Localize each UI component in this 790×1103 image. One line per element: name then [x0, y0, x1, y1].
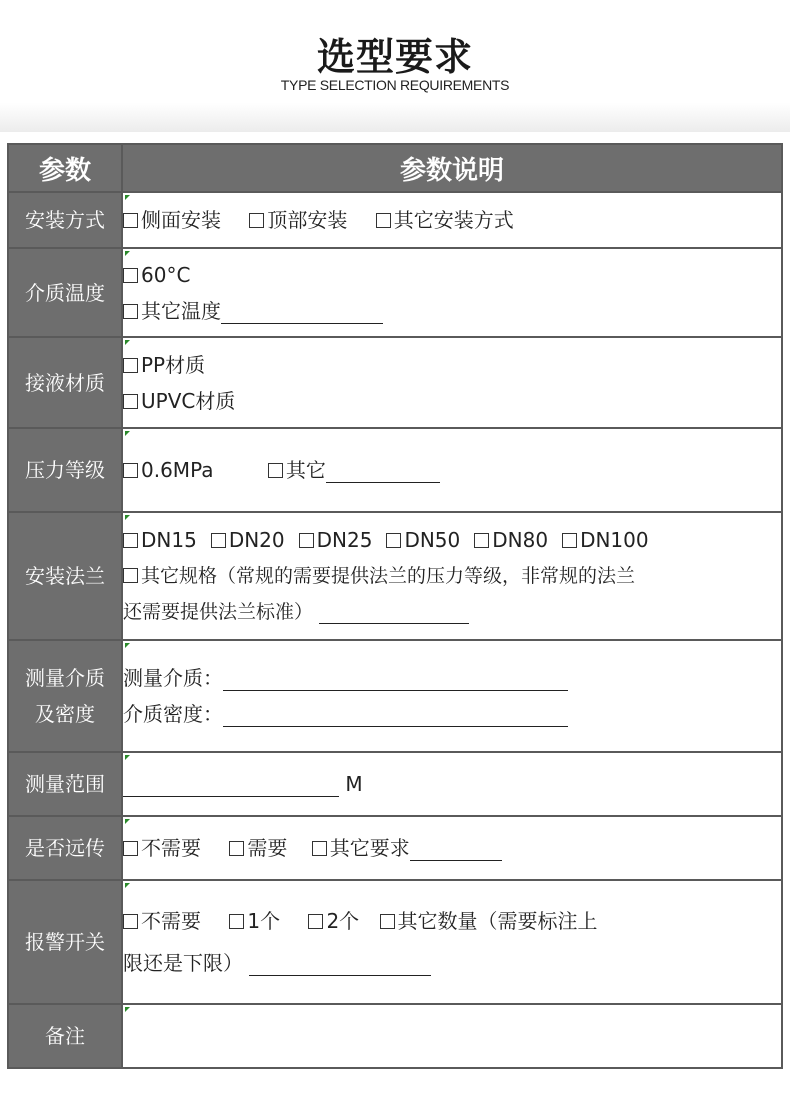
checkbox[interactable]: [229, 841, 244, 856]
checkbox[interactable]: [211, 533, 226, 548]
option-other-temp[interactable]: 其它温度: [123, 293, 781, 329]
desc-flange: [122, 512, 782, 640]
option-top-mount[interactable]: 顶部安装: [249, 202, 347, 238]
blank-line[interactable]: [249, 951, 431, 976]
blank-line[interactable]: [410, 836, 502, 861]
option-60c[interactable]: 60°C: [123, 257, 781, 293]
table-header-row: [8, 144, 782, 192]
param-label-pressure: 压力等级: [8, 428, 122, 512]
range-input-line[interactable]: [123, 772, 339, 797]
table-row-remote: [8, 816, 782, 880]
option-dn50[interactable]: DN50: [386, 522, 460, 558]
checkbox[interactable]: [123, 213, 138, 228]
checkbox[interactable]: [123, 463, 138, 478]
page-subtitle: TYPE SELECTION REQUIREMENTS: [280, 77, 510, 93]
blank-line[interactable]: [221, 299, 383, 324]
checkbox[interactable]: [123, 394, 138, 409]
desc-material: [122, 337, 782, 428]
option-remote-yes[interactable]: 需要: [229, 830, 287, 866]
checkbox[interactable]: [312, 841, 327, 856]
table-row-alarm: [8, 880, 782, 1004]
option-alarm-1[interactable]: 1个: [229, 900, 280, 942]
option-dn25[interactable]: DN25: [299, 522, 373, 558]
checkbox[interactable]: [249, 213, 264, 228]
range-unit: M: [345, 772, 363, 796]
checkbox[interactable]: [123, 358, 138, 373]
param-label-install: 安装方式: [8, 192, 122, 248]
medium-input-line[interactable]: [223, 666, 568, 691]
param-label-material: 接液材质: [8, 337, 122, 428]
blank-line[interactable]: [319, 599, 469, 624]
desc-install: [122, 192, 782, 248]
blank-line[interactable]: [326, 458, 440, 483]
checkbox[interactable]: [123, 568, 138, 583]
density-field-label: 介质密度：: [123, 702, 223, 726]
param-label-alarm: 报警开关: [8, 880, 122, 1004]
flange-note-continued: 还需要提供法兰标准）: [123, 601, 314, 623]
checkbox[interactable]: [123, 914, 138, 929]
option-dn15[interactable]: DN15: [123, 522, 197, 558]
param-label-medium: 测量介质 及密度: [8, 640, 122, 752]
param-label-remote: 是否远传: [8, 816, 122, 880]
option-alarm-none[interactable]: 不需要: [123, 900, 201, 942]
checkbox[interactable]: [308, 914, 323, 929]
option-remote-no[interactable]: 不需要: [123, 830, 201, 866]
param-label-temperature: 介质温度: [8, 248, 122, 337]
medium-field-label: 测量介质：: [123, 666, 223, 690]
checkbox[interactable]: [299, 533, 314, 548]
header-desc: 参数说明: [122, 144, 782, 192]
checkbox[interactable]: [562, 533, 577, 548]
option-other-mount[interactable]: 其它安装方式: [376, 202, 514, 238]
checkbox[interactable]: [123, 268, 138, 283]
selection-table: [7, 143, 783, 1069]
option-side-mount[interactable]: 侧面安装: [123, 202, 221, 238]
density-input-line[interactable]: [223, 702, 568, 727]
page-title: 选型要求: [316, 35, 473, 79]
desc-range: [122, 752, 782, 816]
option-dn20[interactable]: DN20: [211, 522, 285, 558]
desc-remote: [122, 816, 782, 880]
option-dn100[interactable]: DN100: [562, 522, 649, 558]
checkbox[interactable]: [123, 304, 138, 319]
option-other-pressure[interactable]: 其它: [268, 452, 440, 488]
param-label-range: 测量范围: [8, 752, 122, 816]
table-row-temperature: [8, 248, 782, 337]
checkbox[interactable]: [376, 213, 391, 228]
checkbox[interactable]: [474, 533, 489, 548]
param-label-flange: 安装法兰: [8, 512, 122, 640]
header-param: 参数: [8, 144, 122, 192]
checkbox[interactable]: [386, 533, 401, 548]
table-row-notes: [8, 1004, 782, 1068]
desc-alarm: [122, 880, 782, 1004]
alarm-note-continued: 限还是下限）: [123, 951, 243, 975]
option-other-flange[interactable]: 其它规格（常规的需要提供法兰的压力等级，非常规的法兰: [123, 558, 781, 594]
table-row-install: [8, 192, 782, 248]
checkbox[interactable]: [123, 533, 138, 548]
option-upvc[interactable]: UPVC材质: [123, 383, 781, 419]
option-dn80[interactable]: DN80: [474, 522, 548, 558]
table-row-medium: [8, 640, 782, 752]
checkbox[interactable]: [380, 914, 395, 929]
table-row-flange: [8, 512, 782, 640]
desc-temperature: [122, 248, 782, 337]
param-label-notes: 备注: [8, 1004, 122, 1068]
option-alarm-2[interactable]: 2个: [308, 900, 359, 942]
option-pp[interactable]: PP材质: [123, 347, 781, 383]
checkbox[interactable]: [268, 463, 283, 478]
option-alarm-other[interactable]: 其它数量（需要标注上: [380, 900, 598, 942]
checkbox[interactable]: [123, 841, 138, 856]
table-row-range: [8, 752, 782, 816]
table-row-material: [8, 337, 782, 428]
desc-medium: [122, 640, 782, 752]
option-0-6mpa[interactable]: 0.6MPa: [123, 452, 213, 488]
desc-pressure: [122, 428, 782, 512]
checkbox[interactable]: [229, 914, 244, 929]
page-header: [0, 0, 790, 132]
option-remote-other[interactable]: 其它要求: [312, 830, 502, 866]
notes-field[interactable]: [122, 1004, 782, 1068]
table-row-pressure: [8, 428, 782, 512]
